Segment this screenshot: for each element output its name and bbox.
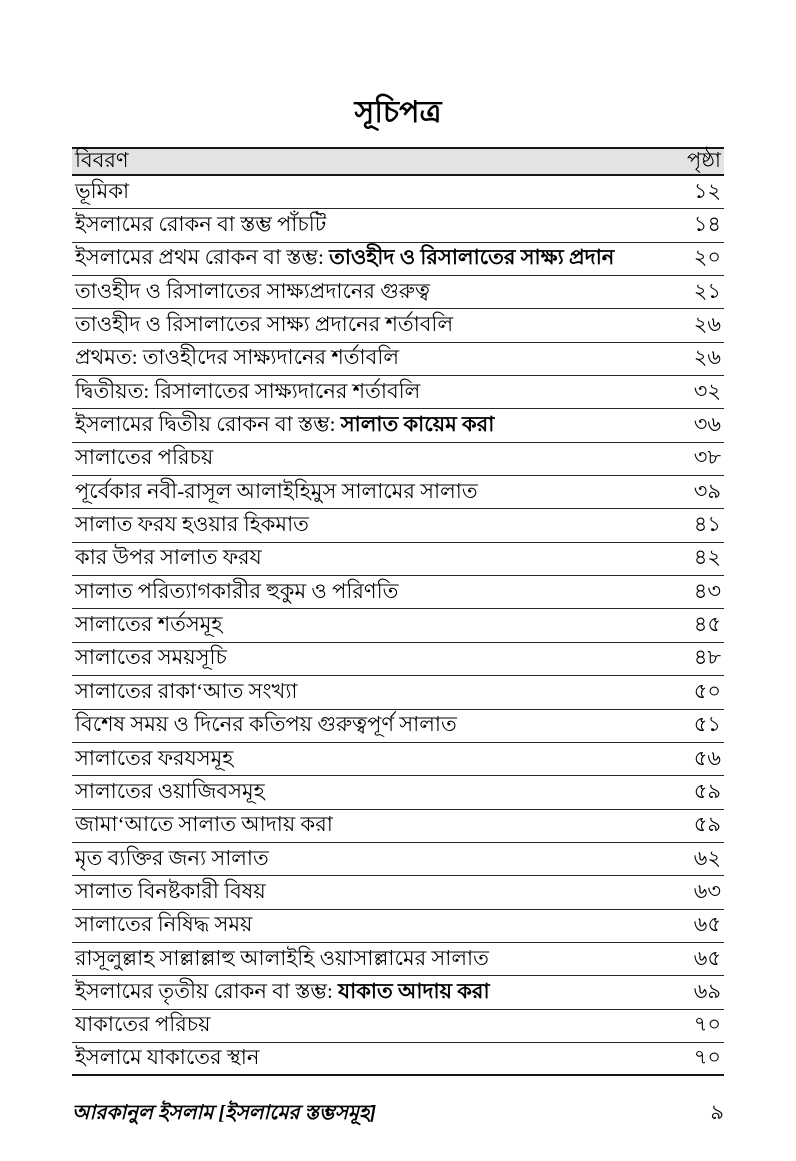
page-footer bbox=[72, 1096, 724, 1131]
toc-entry-page: ১৪ bbox=[693, 212, 721, 237]
toc-entry-page: ৫৯ bbox=[693, 778, 721, 803]
toc-entry-page: ৬৫ bbox=[693, 945, 721, 970]
toc-entry-label: পূর্বেকার নবী-রাসূল আলাইহিমুস সালামের সালাত bbox=[75, 478, 478, 503]
toc-entry-label: কার উপর সালাত ফরয bbox=[75, 545, 262, 570]
toc-entry-label: ইসলামের তৃতীয় রোকন বা স্তম্ভ: যাকাত আদায় করা bbox=[75, 978, 490, 1003]
toc-row bbox=[72, 476, 724, 509]
toc-table bbox=[72, 147, 724, 1076]
toc-row bbox=[72, 710, 724, 743]
toc-entry-label: ইসলামে যাকাতের স্থান bbox=[75, 1045, 260, 1070]
toc-entry-page: ৬৯ bbox=[693, 978, 721, 1003]
toc-row bbox=[72, 1010, 724, 1043]
toc-entry-page: ৪১ bbox=[693, 512, 721, 537]
toc-entry-page: ৫৯ bbox=[693, 812, 721, 837]
toc-row bbox=[72, 910, 724, 943]
toc-entry-page: ৫৬ bbox=[693, 745, 721, 770]
toc-entry-page: ৭০ bbox=[693, 1012, 721, 1037]
toc-entry-label: সালাতের নিষিদ্ধ সময় bbox=[75, 912, 253, 937]
toc-entry-label: সালাত ফরয হওয়ার হিকমাত bbox=[75, 512, 309, 537]
toc-entry-page: ৫১ bbox=[693, 712, 721, 737]
toc-entry-page: ৩২ bbox=[693, 378, 721, 403]
toc-rows bbox=[72, 176, 724, 1076]
toc-entry-label: প্রথমত: তাওহীদের সাক্ষ্যদানের শর্তাবলি bbox=[75, 345, 399, 370]
toc-entry-page: ৬২ bbox=[693, 845, 721, 870]
toc-entry-label: ইসলামের প্রথম রোকন বা স্তম্ভ: তাওহীদ ও রিসালাতের সাক্ষ্য প্রদান bbox=[75, 245, 615, 270]
toc-row bbox=[72, 376, 724, 409]
toc-row bbox=[72, 543, 724, 576]
footer-book-title: আরকানুল ইসলাম [ইসলামের স্তম্ভসমূহ] bbox=[72, 1102, 377, 1124]
toc-entry-page: ২০ bbox=[693, 245, 721, 270]
toc-row bbox=[72, 876, 724, 909]
toc-entry-page: ১২ bbox=[693, 178, 721, 203]
toc-header-description: বিবরণ bbox=[75, 148, 129, 172]
toc-entry-page: ৪৩ bbox=[693, 578, 721, 603]
toc-row bbox=[72, 676, 724, 709]
toc-entry-page: ৪৮ bbox=[693, 645, 721, 670]
toc-row bbox=[72, 343, 724, 376]
toc-entry-label: তাওহীদ ও রিসালাতের সাক্ষ্য প্রদানের শর্তাবলি bbox=[75, 312, 454, 337]
toc-row bbox=[72, 609, 724, 642]
toc-entry-label: ইসলামের দ্বিতীয় রোকন বা স্তম্ভ: সালাত কায়েম করা bbox=[75, 412, 495, 437]
toc-entry-label: মৃত ব্যক্তির জন্য সালাত bbox=[75, 845, 269, 870]
toc-entry-page: ৭০ bbox=[693, 1045, 721, 1070]
toc-entry-page: ৪৫ bbox=[693, 612, 721, 637]
toc-entry-label: সালাত পরিত্যাগকারীর হুকুম ও পরিণতি bbox=[75, 578, 399, 603]
toc-entry-label: ভূমিকা bbox=[75, 178, 130, 203]
page-title: সূচিপত্র bbox=[354, 96, 442, 129]
toc-row bbox=[72, 309, 724, 342]
toc-row bbox=[72, 509, 724, 542]
toc-row bbox=[72, 209, 724, 242]
toc-entry-label: বিশেষ সময় ও দিনের কতিপয় গুরুত্বপূর্ণ সালাত bbox=[75, 712, 457, 737]
toc-row bbox=[72, 643, 724, 676]
toc-row bbox=[72, 409, 724, 442]
toc-entry-page: ৬৩ bbox=[693, 878, 721, 903]
toc-entry-label: তাওহীদ ও রিসালাতের সাক্ষ্যপ্রদানের গুরুত্ব bbox=[75, 278, 430, 303]
toc-entry-page: ৩৬ bbox=[693, 412, 721, 437]
toc-row bbox=[72, 276, 724, 309]
toc-row bbox=[72, 743, 724, 776]
toc-entry-page: ৫০ bbox=[693, 678, 721, 703]
toc-entry-label: সালাতের ফরযসমূহ bbox=[75, 745, 234, 770]
toc-entry-label: জামা‘আতে সালাত আদায় করা bbox=[75, 812, 333, 837]
toc-entry-page: ৩৯ bbox=[693, 478, 721, 503]
toc-entry-label: সালাতের পরিচয় bbox=[75, 445, 214, 470]
toc-header-row bbox=[72, 147, 724, 176]
toc-entry-label: সালাতের রাকা‘আত সংখ্যা bbox=[75, 678, 298, 703]
toc-row bbox=[72, 176, 724, 209]
toc-entry-label: সালাত বিনষ্টকারী বিষয় bbox=[75, 878, 266, 903]
toc-entry-page: ২৬ bbox=[693, 345, 721, 370]
toc-row bbox=[72, 243, 724, 276]
toc-row bbox=[72, 576, 724, 609]
toc-row bbox=[72, 943, 724, 976]
toc-entry-label: সালাতের শর্তসমূহ bbox=[75, 612, 223, 637]
toc-header-page: পৃষ্ঠা bbox=[686, 148, 721, 172]
toc-entry-page: ২৬ bbox=[693, 312, 721, 337]
toc-row bbox=[72, 1043, 724, 1076]
toc-entry-page: ২১ bbox=[693, 278, 721, 303]
toc-entry-page: ৪২ bbox=[693, 545, 721, 570]
toc-entry-label: যাকাতের পরিচয় bbox=[75, 1012, 211, 1037]
toc-row bbox=[72, 810, 724, 843]
toc-entry-label: দ্বিতীয়ত: রিসালাতের সাক্ষ্যদানের শর্তাবলি bbox=[75, 378, 421, 403]
toc-row bbox=[72, 843, 724, 876]
toc-row bbox=[72, 976, 724, 1009]
footer-page-number: ৯ bbox=[710, 1100, 724, 1124]
toc-entry-label: রাসূলুল্লাহ সাল্লাল্লাহু আলাইহি ওয়াসাল্লামের সালাত bbox=[75, 945, 489, 970]
toc-entry-label: সালাতের ওয়াজিবসমূহ bbox=[75, 778, 265, 803]
toc-row bbox=[72, 776, 724, 809]
toc-entry-page: ৬৫ bbox=[693, 912, 721, 937]
toc-entry-label: ইসলামের রোকন বা স্তম্ভ পাঁচটি bbox=[75, 212, 327, 237]
toc-row bbox=[72, 443, 724, 476]
toc-entry-label: সালাতের সময়সূচি bbox=[75, 645, 227, 670]
toc-entry-page: ৩৮ bbox=[693, 445, 721, 470]
